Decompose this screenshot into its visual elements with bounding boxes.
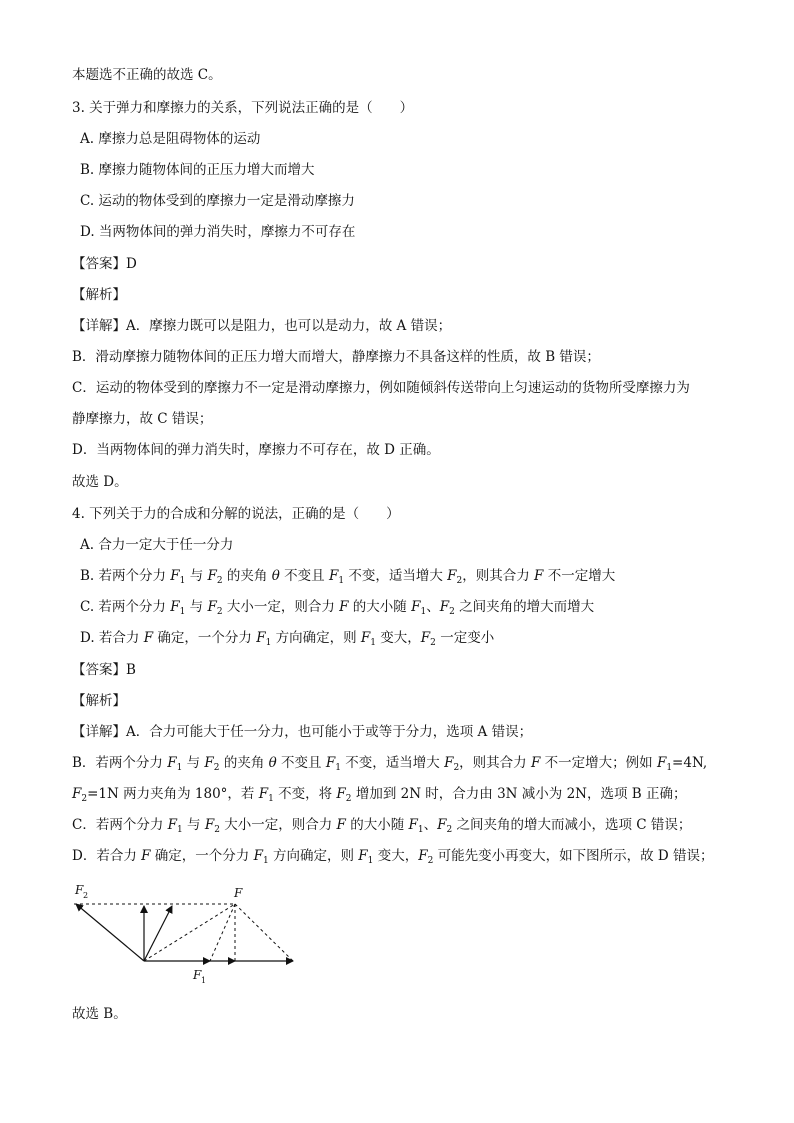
math-variable: F (207, 599, 217, 615)
resultant-dashed (144, 904, 235, 961)
math-subscript: 1 (179, 607, 186, 617)
text-segment: 与 (185, 568, 208, 584)
text-segment: 不变，适当增大 (344, 568, 448, 584)
math-subscript: 1 (370, 638, 376, 648)
text-segment: 的大小随 (348, 599, 412, 615)
text-segment: 的夹角 (222, 568, 272, 584)
text-segment: ，则其合力 (462, 568, 535, 584)
f2-arrow (76, 904, 144, 961)
label-f1-sub: 1 (201, 976, 207, 985)
text-segment: 确定，一个分力 (153, 630, 257, 646)
text-segment: 可能先变小再变大，如下图所示，故 D 错误； (433, 848, 714, 864)
math-variable: F (256, 630, 266, 646)
math-variable: F (420, 630, 431, 646)
text-segment: 大小一定，则合力 (222, 599, 340, 615)
q4-detail-a: 【详解】A．合力可能大于任一分力，也可能小于或等于分力，选项 A 错误； (72, 724, 533, 740)
math-subscript: 1 (338, 576, 345, 586)
text-segment: 之间夹角的增大而增大 (454, 599, 595, 615)
text-segment: =1N 两力夹角为 180°，若 (87, 786, 259, 802)
math-variable: F (207, 568, 217, 584)
q3-analysis-label: 【解析】 (72, 287, 126, 303)
math-variable: F (534, 568, 544, 584)
text-segment: 不变，将 (273, 786, 337, 802)
q3-detail-c-cont: 静摩擦力，故 C 错误； (72, 411, 213, 427)
q3-detail-c: C．运动的物体受到的摩擦力不一定是滑动摩擦力，例如随倾斜传送带向上匀速运动的货物所受摩擦力为 (72, 380, 690, 396)
math-variable: F (439, 599, 450, 615)
q4-detail-b-cont (72, 785, 687, 803)
text-segment: 不变且 (276, 755, 326, 771)
q4-analysis-label: 【解析】 (72, 693, 126, 709)
math-subscript: 2 (213, 763, 220, 773)
q3-conclusion: 故选 D。 (72, 474, 128, 490)
q3-option-d: D. 当两物体间的弹力消失时，摩擦力不可存在 (80, 224, 356, 240)
math-variable: F (167, 755, 177, 771)
math-subscript: 2 (453, 763, 460, 773)
math-variable: F (253, 848, 263, 864)
text-segment: 确定，一个分力 (150, 848, 254, 864)
math-variable: F (204, 755, 214, 771)
math-variable: F (447, 568, 457, 584)
math-variable: F (360, 630, 371, 646)
math-subscript: 2 (456, 576, 463, 586)
text-segment: 不一定增大；例如 (540, 755, 657, 771)
math-subscript: 2 (446, 825, 453, 835)
q4-option-d (80, 629, 494, 647)
text-segment: 不变且 (279, 568, 329, 584)
q3-detail-b: B．滑动摩擦力随物体间的正压力增大而增大，静摩擦力不具备这样的性质，故 B 错误； (72, 349, 600, 365)
text-segment: 一定变小 (435, 630, 495, 646)
text-segment: C. 若两个分力 (80, 599, 171, 615)
math-variable: F (72, 786, 82, 802)
text-segment: 与 (182, 817, 205, 833)
math-subscript: 1 (176, 763, 183, 773)
math-subscript: 2 (449, 607, 455, 617)
math-subscript: 2 (81, 794, 88, 804)
text-segment: D. 若合力 (80, 630, 144, 646)
text-segment: 增加到 2N 时，合力由 3N 减小为 2N，选项 B 正确； (351, 786, 687, 802)
math-subscript: 2 (216, 607, 223, 617)
math-variable: F (141, 848, 151, 864)
math-subscript: 2 (345, 794, 352, 804)
q3-detail-d: D．当两物体间的弹力消失时，摩擦力不可存在，故 D 正确。 (72, 442, 440, 458)
q3-option-a: A. 摩擦力总是阻碍物体的运动 (80, 131, 261, 147)
question-3-stem: 3. 关于弹力和摩擦力的关系，下列说法正确的是（ ） (72, 100, 414, 116)
text-segment: 、 (426, 599, 440, 615)
q3-option-b: B. 摩擦力随物体间的正压力增大而增大 (80, 162, 315, 178)
math-variable: F (328, 568, 339, 584)
dashed-connector-1 (210, 904, 235, 961)
q4-option-b (80, 567, 615, 585)
label-f2-sub: 2 (83, 891, 89, 900)
text-segment: 的大小随 (345, 817, 409, 833)
math-subscript: 1 (262, 856, 269, 866)
text-segment: 方向确定，则 (268, 848, 359, 864)
text-segment: 的夹角 (219, 755, 269, 771)
math-variable: F (143, 630, 154, 646)
math-subscript: 1 (666, 763, 673, 773)
math-variable: F (339, 599, 349, 615)
math-variable: F (418, 848, 428, 864)
text-segment: C．若两个分力 (72, 817, 168, 833)
math-variable: F (258, 786, 269, 802)
text-segment: 不一定增大 (543, 568, 616, 584)
math-subscript: 2 (427, 856, 434, 866)
math-subscript: 1 (265, 638, 272, 648)
q4-detail-b (72, 754, 707, 772)
text-segment: 方向确定，则 (271, 630, 361, 646)
text-segment: 变大， (373, 848, 419, 864)
math-variable: F (336, 786, 346, 802)
q4-answer: 【答案】B (72, 662, 136, 678)
math-variable: F (170, 568, 180, 584)
math-subscript: 1 (420, 607, 427, 617)
math-variable: F (530, 755, 541, 771)
q4-option-a: A. 合力一定大于任一分力 (80, 537, 234, 553)
label-f2: F (75, 883, 84, 897)
force-decomposition-diagram (72, 880, 312, 990)
math-subscript: 1 (177, 825, 183, 835)
text-segment: 大小一定，则合力 (219, 817, 337, 833)
f2-tilted-arrow (144, 906, 172, 961)
math-subscript: 1 (179, 576, 186, 586)
label-f: F (234, 886, 243, 900)
text-segment: B. 若两个分力 (80, 568, 171, 584)
q3-option-c: C. 运动的物体受到的摩擦力一定是滑动摩擦力 (80, 193, 355, 209)
text-segment: 不变，适当增大 (340, 755, 445, 771)
math-variable: F (336, 817, 346, 833)
math-subscript: 2 (216, 576, 223, 586)
math-subscript: 2 (214, 825, 220, 835)
q4-option-c (80, 598, 594, 616)
math-subscript: 1 (367, 856, 374, 866)
q3-answer: 【答案】D (72, 256, 137, 272)
math-variable: θ (271, 568, 280, 584)
math-variable: θ (268, 755, 277, 771)
text-segment: 变大， (376, 630, 421, 646)
math-variable: F (656, 755, 667, 771)
question-4-stem: 4. 下列关于力的合成和分解的说法，正确的是（ ） (72, 506, 400, 522)
q4-conclusion: 故选 B。 (72, 1006, 127, 1022)
q3-detail-a: 【详解】A．摩擦力既可以是阻力，也可以是动力，故 A 错误； (72, 318, 452, 334)
text-segment: 与 (182, 755, 205, 771)
text-segment: D．若合力 (72, 848, 142, 864)
previous-conclusion: 本题选不正确的故选 C。 (72, 67, 222, 83)
label-f1: F (193, 968, 202, 982)
text-segment: B．若两个分力 (72, 755, 168, 771)
math-variable: F (204, 817, 215, 833)
q4-detail-c (72, 816, 691, 834)
dashed-connector-3 (235, 904, 293, 961)
math-variable: F (358, 848, 368, 864)
math-variable: F (411, 599, 421, 615)
math-variable: F (437, 817, 447, 833)
math-variable: F (408, 817, 418, 833)
math-subscript: 2 (430, 638, 436, 648)
text-segment: 之间夹角的增大而减小，选项 C 错误； (452, 817, 692, 833)
math-subscript: 1 (335, 763, 341, 773)
text-segment: 与 (185, 599, 208, 615)
text-segment: ，则其合力 (459, 755, 531, 771)
math-subscript: 1 (268, 794, 274, 804)
math-subscript: 1 (417, 825, 424, 835)
math-variable: F (167, 817, 177, 833)
text-segment: =4N, (672, 755, 708, 771)
math-variable: F (444, 755, 454, 771)
text-segment: 、 (423, 817, 438, 833)
math-variable: F (170, 599, 180, 615)
q4-detail-d (72, 847, 714, 865)
math-variable: F (325, 755, 336, 771)
